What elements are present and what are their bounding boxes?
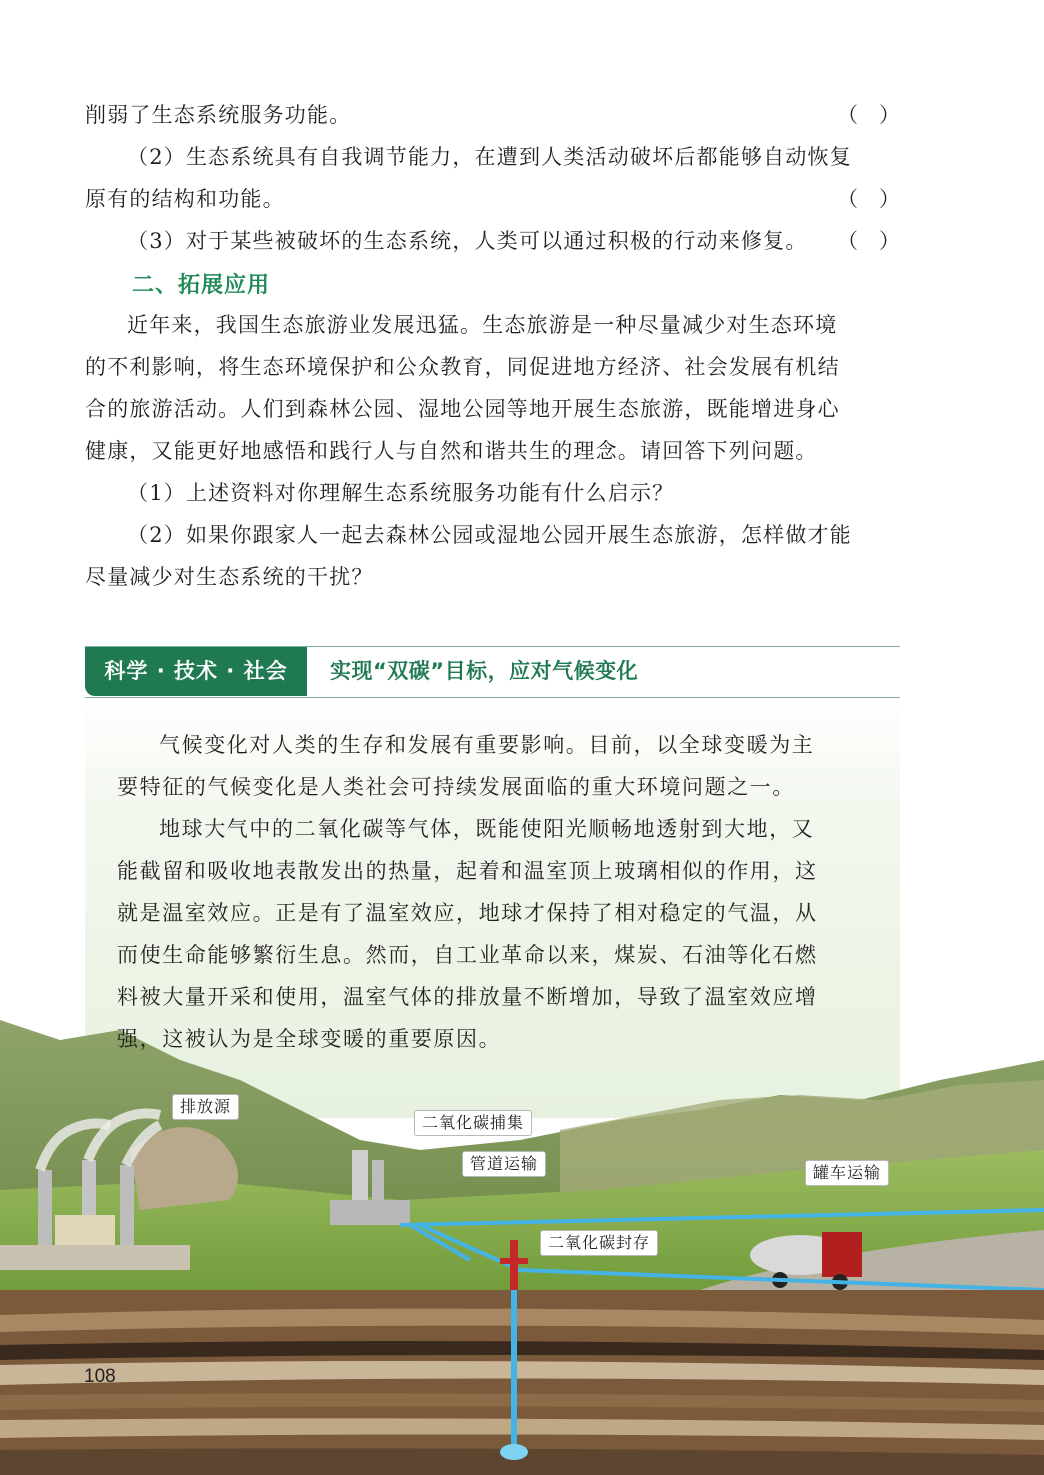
label-pipeline-transport: 管道运输: [462, 1151, 546, 1177]
box-paragraph-line: 料被大量开采和使用，温室气体的排放量不断增加，导致了温室效应增: [117, 985, 818, 1009]
paragraph-line: 近年来，我国生态旅游业发展迅猛。生态旅游是一种尽量减少对生态环境: [127, 313, 838, 337]
paragraph-line: 合的旅游活动。人们到森林公园、湿地公园等地开展生态旅游，既能增进身心: [85, 397, 840, 421]
feature-box-tag: 科学 · 技术 · 社会: [85, 647, 307, 696]
answer-blank: （ ）: [837, 229, 900, 253]
exercise-text: （3）对于某些被破坏的生态系统，人类可以通过积极的行动来修复。: [127, 229, 808, 253]
box-paragraph-line: 强，这被认为是全球变暖的重要原因。: [117, 1027, 502, 1051]
box-paragraph-line: 气候变化对人类的生存和发展有重要影响。目前，以全球变暖为主: [159, 733, 815, 757]
box-paragraph-line: 要特征的气候变化是人类社会可持续发展面临的重大环境问题之一。: [117, 775, 795, 799]
exercise-text: 削弱了生态系统服务功能。: [85, 103, 352, 127]
section-heading: 二、拓展应用: [132, 273, 271, 298]
exercise-line-2: （2）生态系统具有自我调节能力，在遭到人类活动破坏后都能够自动恢复: [127, 145, 852, 169]
question-line: （2）如果你跟家人一起去森林公园或湿地公园开展生态旅游，怎样做才能: [127, 523, 852, 547]
label-tanker-transport: 罐车运输: [805, 1160, 889, 1186]
exercise-line-1: [85, 100, 900, 130]
exercise-text: 原有的结构和功能。: [85, 187, 285, 211]
feature-box-title: 实现“双碳”目标，应对气候变化: [330, 659, 639, 683]
box-paragraph-line: 能截留和吸收地表散发出的热量，起着和温室顶上玻璃相似的作用，这: [117, 859, 818, 883]
page-number: 108: [84, 1366, 116, 1387]
paragraph-line: 健康，又能更好地感悟和践行人与自然和谐共生的理念。请回答下列问题。: [85, 439, 818, 463]
label-co2-capture: 二氧化碳捕集: [414, 1110, 532, 1136]
question-line: （1）上述资料对你理解生态系统服务功能有什么启示？: [127, 481, 675, 505]
box-paragraph-line: 而使生命能够繁衍生息。然而，自工业革命以来，煤炭、石油等化石燃: [117, 943, 818, 967]
paragraph-line: 的不利影响，将生态环境保护和公众教育，同促进地方经济、社会发展有机结: [85, 355, 840, 379]
box-paragraph-line: 地球大气中的二氧化碳等气体，既能使阳光顺畅地透射到大地，又: [159, 817, 815, 841]
ccs-illustration: [0, 1000, 1044, 1475]
answer-blank: （ ）: [837, 187, 900, 211]
feature-box-header: [85, 646, 900, 698]
box-paragraph-line: 就是温室效应。正是有了温室效应，地球才保持了相对稳定的气温，从: [117, 901, 818, 925]
exercise-line-4: [85, 226, 900, 256]
label-emission-source: 排放源: [172, 1094, 239, 1120]
exercise-line-3: [85, 184, 900, 214]
answer-blank: （ ）: [837, 103, 900, 127]
question-line: 尽量减少对生态系统的干扰？: [85, 565, 374, 589]
label-co2-storage: 二氧化碳封存: [540, 1230, 658, 1256]
